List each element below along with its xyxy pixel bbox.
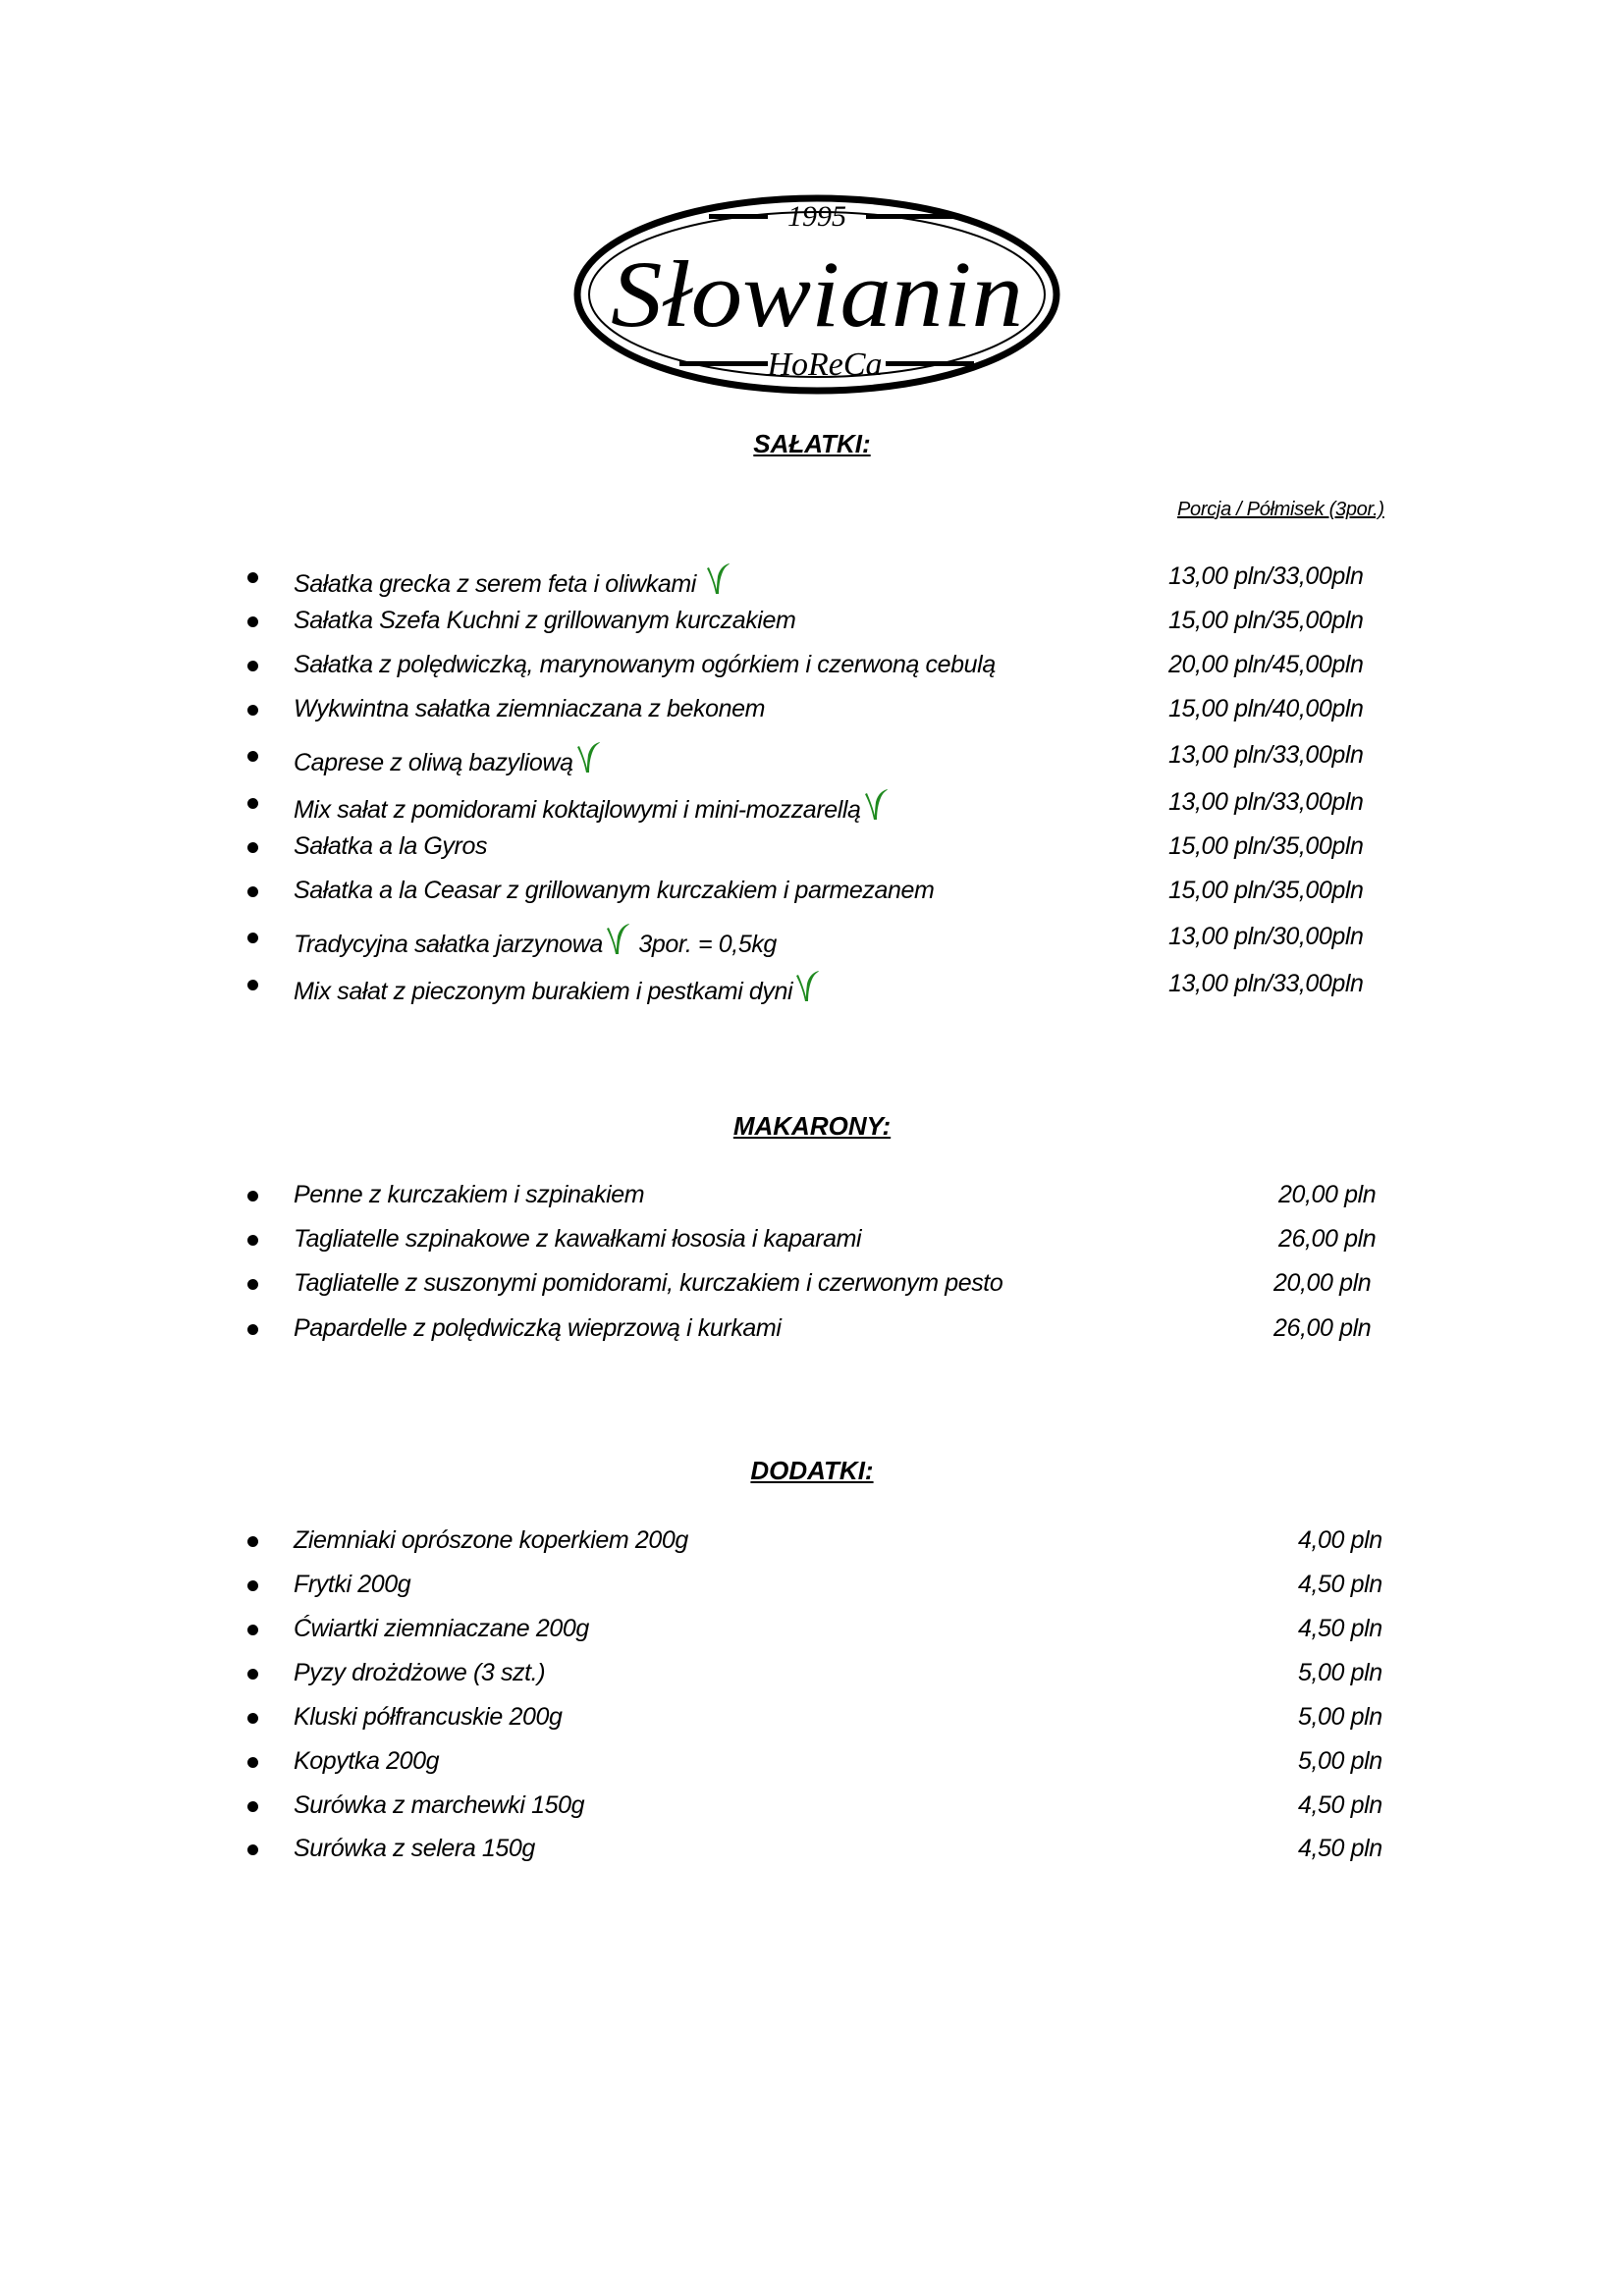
price-column-header: Porcja / Półmisek (3por.): [1177, 499, 1384, 520]
menu-item-name: Sałatka a la Ceasar z grillowanym kurczakiem i parmezanem: [294, 877, 935, 904]
bullet-icon: [247, 798, 258, 809]
menu-item-name: Penne z kurczakiem i szpinakiem: [294, 1181, 645, 1208]
menu-item-name: Tagliatelle z suszonymi pomidorami, kurczakiem i czerwonym pesto: [294, 1269, 1003, 1297]
menu-item: [0, 970, 1624, 1003]
section-title: [0, 1456, 1624, 1486]
menu-item-price: 26,00 pln: [1273, 1314, 1372, 1342]
section-title-text: MAKARONY:: [732, 1111, 892, 1141]
svg-text:1995: 1995: [787, 200, 846, 233]
menu-item-name: Caprese z oliwą bazyliową: [294, 741, 603, 777]
menu-item: [0, 651, 1624, 684]
menu-item-name: Sałatka grecka z serem feta i oliwkami: [294, 562, 732, 599]
menu-item-name: Kopytka 200g: [294, 1747, 440, 1775]
menu-item: [0, 1314, 1624, 1348]
menu-item-price: 4,50 pln: [1298, 1791, 1382, 1819]
menu-item-name: Mix sałat z pieczonym burakiem i pestkami dyni: [294, 970, 822, 1006]
menu-item-name: Sałatka Szefa Kuchni z grillowanym kurczakiem: [294, 607, 796, 634]
menu-item: [0, 695, 1624, 728]
menu-item: [0, 1269, 1624, 1303]
section-title: [0, 1111, 1624, 1142]
menu-item: [0, 1615, 1624, 1648]
menu-item-price: 15,00 pln/35,00pln: [1168, 832, 1364, 860]
menu-item-name: Sałatka z polędwiczką, marynowanym ogórkiem i czerwoną cebulą: [294, 651, 996, 678]
menu-item-name: Kluski półfrancuskie 200g: [294, 1703, 563, 1731]
menu-item-name: Sałatka a la Gyros: [294, 832, 488, 860]
menu-item-name: Wykwintna sałatka ziemniaczana z bekonem: [294, 695, 766, 722]
menu-item-name: Ziemniaki oprószone koperkiem 200g: [294, 1526, 688, 1554]
section-title: [0, 429, 1624, 459]
menu-item-price: 4,50 pln: [1298, 1835, 1382, 1862]
bullet-icon: [247, 616, 258, 627]
bullet-icon: [247, 933, 258, 943]
menu-item-name: Ćwiartki ziemniaczane 200g: [294, 1615, 589, 1642]
menu-item: [0, 1703, 1624, 1736]
menu-item: [0, 877, 1624, 910]
menu-item-name: Tradycyjna sałatka jarzynowa 3por. = 0,5kg: [294, 923, 777, 959]
bullet-icon: [247, 1625, 258, 1635]
menu-item-price: 5,00 pln: [1298, 1747, 1382, 1775]
menu-item-price: 5,00 pln: [1298, 1659, 1382, 1686]
vegetarian-leaf-icon: [575, 741, 601, 774]
menu-item: [0, 1526, 1624, 1560]
menu-item: [0, 1791, 1624, 1825]
bullet-icon: [247, 1580, 258, 1591]
menu-item-name: Frytki 200g: [294, 1571, 411, 1598]
menu-item-price: 15,00 pln/35,00pln: [1168, 877, 1364, 904]
menu-item-name: Tagliatelle szpinakowe z kawałkami łososia i kaparami: [294, 1225, 862, 1253]
bullet-icon: [247, 1757, 258, 1768]
vegetarian-leaf-icon: [863, 788, 889, 822]
menu-item: [0, 1571, 1624, 1604]
menu-item-name: Surówka z selera 150g: [294, 1835, 535, 1862]
bullet-icon: [247, 661, 258, 671]
menu-item-price: 13,00 pln/33,00pln: [1168, 970, 1364, 997]
menu-item-price: 13,00 pln/33,00pln: [1168, 562, 1364, 590]
bullet-icon: [247, 751, 258, 762]
menu-item-price: 26,00 pln: [1278, 1225, 1377, 1253]
menu-item: [0, 1659, 1624, 1692]
menu-item-name: Surówka z marchewki 150g: [294, 1791, 585, 1819]
section-title-text: DODATKI:: [750, 1456, 874, 1485]
bullet-icon: [247, 1235, 258, 1246]
menu-item-price: 5,00 pln: [1298, 1703, 1382, 1731]
menu-item: [0, 788, 1624, 822]
menu-item-price: 13,00 pln/33,00pln: [1168, 741, 1364, 769]
svg-text:Słowianin: Słowianin: [611, 241, 1023, 347]
menu-item-price: 13,00 pln/33,00pln: [1168, 788, 1364, 816]
menu-item: [0, 607, 1624, 640]
menu-item: [0, 1181, 1624, 1214]
vegetarian-leaf-icon: [605, 923, 630, 956]
menu-item: [0, 832, 1624, 866]
section-title-text: SAŁATKI:: [753, 429, 871, 458]
menu-item-price: 4,50 pln: [1298, 1571, 1382, 1598]
menu-item-name: Mix sałat z pomidorami koktajlowymi i mini-mozzarellą: [294, 788, 891, 825]
menu-item: [0, 1747, 1624, 1781]
menu-item-price: 20,00 pln: [1273, 1269, 1372, 1297]
vegetarian-leaf-icon: [794, 970, 820, 1003]
menu-item-price: 20,00 pln: [1278, 1181, 1377, 1208]
menu-item-price: 15,00 pln/35,00pln: [1168, 607, 1364, 634]
bullet-icon: [247, 1324, 258, 1335]
slowianin-logo: [571, 188, 1062, 397]
vegetarian-leaf-icon: [705, 562, 731, 596]
bullet-icon: [247, 1536, 258, 1547]
bullet-icon: [247, 1844, 258, 1855]
bullet-icon: [247, 1713, 258, 1724]
bullet-icon: [247, 1191, 258, 1201]
bullet-icon: [247, 980, 258, 990]
menu-item: [0, 923, 1624, 956]
menu-item: [0, 562, 1624, 596]
bullet-icon: [247, 572, 258, 583]
menu-item: [0, 741, 1624, 774]
menu-item-price: 4,00 pln: [1298, 1526, 1382, 1554]
bullet-icon: [247, 1801, 258, 1812]
menu-item-price: 4,50 pln: [1298, 1615, 1382, 1642]
menu-item-name: Papardelle z polędwiczką wieprzową i kurkami: [294, 1314, 782, 1342]
menu-item-name: Pyzy drożdżowe (3 szt.): [294, 1659, 546, 1686]
menu-item-price: 20,00 pln/45,00pln: [1168, 651, 1364, 678]
menu-item-price: 13,00 pln/30,00pln: [1168, 923, 1364, 950]
bullet-icon: [247, 886, 258, 897]
menu-item: [0, 1835, 1624, 1868]
menu-item-price: 15,00 pln/40,00pln: [1168, 695, 1364, 722]
menu-item: [0, 1225, 1624, 1258]
bullet-icon: [247, 1669, 258, 1680]
svg-text:HoReCa: HoReCa: [767, 347, 883, 383]
bullet-icon: [247, 1279, 258, 1290]
bullet-icon: [247, 842, 258, 853]
bullet-icon: [247, 705, 258, 716]
